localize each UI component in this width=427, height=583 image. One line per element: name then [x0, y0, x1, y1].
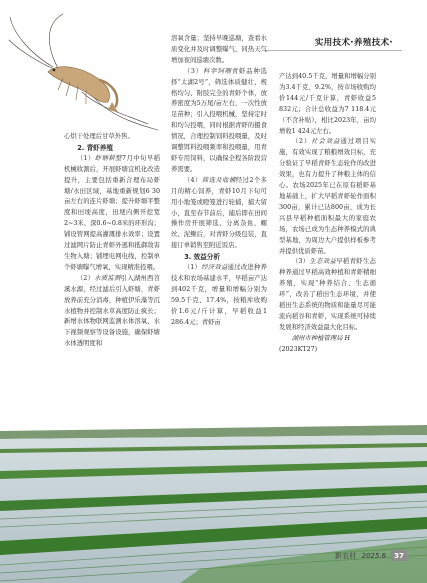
- item-text: 7月中旬早稻机械收割后，开展虾塘宜机化改造提升，主要包括重新合理布局虾塘/水田区域，基地重新规划6 30亩左右的连片虾塘；提升虾塘平整度和田埂高度，田埂内侧开挖宽2~3米、深0.6~0.8米的环形沟；铺设管网提高灌溉排水效率；设置过滤网片防止青虾外逃和抵御敌害生物入塘；铺埋电网电线，控制单个虾塘曝气增氧，实现精准投喂。: [64, 154, 160, 271]
- item-text: 通过改进种养技术和农场基建水平，早稻亩产达到402千克，增量和增幅分别为59.5千克、17.4%，按粮库收购价1.6元/斤计算，早稻收益1 286.4元；青虾亩: [171, 264, 267, 326]
- item-term: 社会效益: [311, 138, 341, 146]
- paragraph-continued: 溶氧含量；坚持早晚巡塘，查看水质变化并及时调整曝气，同热天气增加夜间巡塘次数。: [171, 35, 267, 64]
- paragraph-economic: [171, 263, 267, 328]
- paragraph-social: [279, 137, 376, 257]
- item-term: 经济效益: [201, 264, 228, 272]
- item-label: （4）: [183, 176, 202, 184]
- item-label: （1）: [76, 154, 95, 162]
- item-term: 筛选及收捕: [201, 176, 236, 184]
- item-term: 虾塘耕整: [94, 154, 122, 162]
- paragraph-ecological: [279, 257, 376, 333]
- project-code: (2023KT27): [279, 345, 318, 353]
- item-text: 早稻青虾生态种养通过早稻高效种植和青虾精细养殖，实现“种养结合、生态循环”，改善了稻田生态环境，并使稻田生态系统的物质和能量尽可能流向稻谷和青虾，实现系统可持续发展和经济效益最大化目标。: [279, 258, 376, 331]
- header-rule: [262, 50, 402, 51]
- item-label: （1）: [183, 264, 202, 272]
- shrimp-photo: [8, 12, 163, 132]
- item-label: （2）: [291, 138, 312, 146]
- text-column-1: [64, 132, 160, 350]
- item-term: 科学饲喂: [203, 67, 232, 75]
- item-text: 青虾品种选择“太湖2号”，筛选体质健壮、规格均匀、附肢完全的青虾个体，放养密度为5万尾/亩左右，一次性放足苗种；引入投喂机械，坚持定时和均匀投喂，同时根据青虾的摄食情况，合理控制饲料投喂量，及时调整饵料投喂频率和投喂量，用青虾专用饲料，以确保全程各阶段营养需要。: [171, 67, 267, 173]
- item-term: 水质监测: [94, 274, 121, 282]
- item-label: （2）: [76, 274, 95, 282]
- page-footer: [335, 550, 407, 561]
- paragraph-feeding: [171, 67, 267, 176]
- item-text: 引入湖州西苕溪水源，经过滤后引入虾塘，青虾放养前充分消毒，种植伊乐藻等沉水植物并控制水草高度防止疯长；新增水体物联网监测水体溶氧、水下视频观察等设备设施，确保虾塘水体透明度和: [64, 274, 160, 348]
- paragraph-harvest: [171, 176, 267, 252]
- issue-number: 2025.6: [361, 551, 386, 560]
- magazine-name: 新农村: [334, 551, 357, 560]
- section-heading-benefit: 3. 效益分析: [184, 253, 220, 262]
- section-heading-shrimp: 2. 青虾养殖: [77, 143, 113, 152]
- author-affiliation: 湖州市种植管理局 H: [291, 334, 350, 342]
- paragraph-water-monitoring: [64, 274, 160, 350]
- text-column-2: [171, 34, 267, 328]
- paragraph-caption: 心烘干处理后甘草外售。: [64, 133, 134, 140]
- section-title: 实用技术·养殖技术·: [314, 38, 393, 48]
- paragraph-continued: 产达到40.5千克，增量和增幅分别为3.4千克、9.2%，按市场收购均价144元/千克计算，青虾收益5 832元；合计总收益为7 118.4元（不含补贴），相比2023年，亩均增收1 424元左右。: [279, 73, 376, 135]
- item-label: （3）: [183, 67, 203, 75]
- page-number: 37: [391, 550, 407, 561]
- item-text: 通过项目实施，有效实现了粮粮增效目标，充分验证了早稻青虾生态轮作的改进效果，也有力提升了种粮主体的信心。农场2025年已在原有稻虾基地基础上，扩大早稻青虾轮作面积300亩，累计已达800亩，成为长兴县早稻种植面积最大的家庭农场，农场已成为生态种养模式的典型基地，为周边大户提供样板参考并提供优质虾苗。: [279, 138, 376, 255]
- item-label: （3）: [291, 258, 310, 266]
- paragraph-pond-preparation: [64, 154, 160, 274]
- text-column-3: [279, 72, 376, 356]
- item-term: 生态效益: [309, 258, 337, 266]
- item-text: 经过2个多月的精心饲养，青虾10月下旬可用小地笼或瞪笼进行轮捕，捕大留小，直至春节前后，捕后即在田间操作房开展筛选、分离杂鱼、螺丝、泥鳅后，对青虾分级包装，直接订单销售至附近饭店。: [171, 176, 267, 250]
